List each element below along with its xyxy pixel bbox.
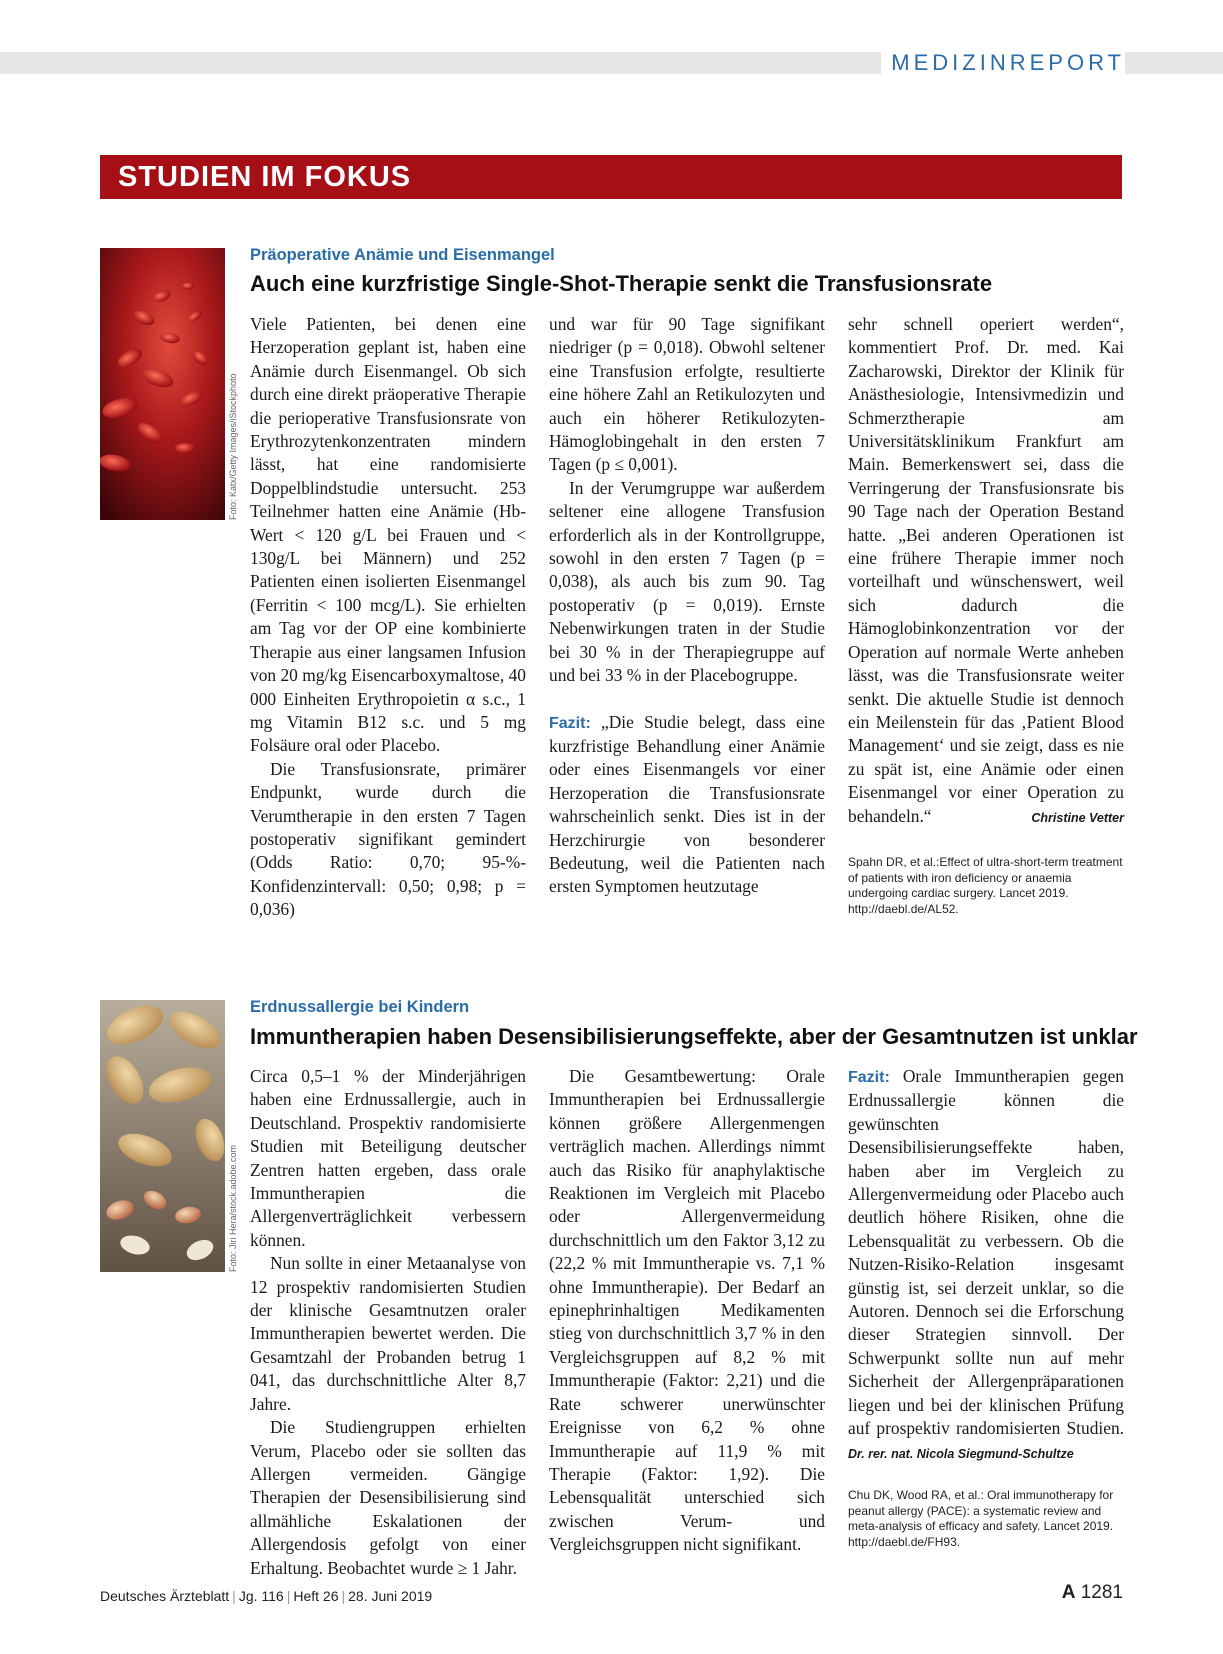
footer-journal-info: Deutsches Ärzteblatt | Jg. 116 | Heft 26 | 28. Juni 2019 [100,1588,433,1604]
paragraph: Nun sollte in einer Metaanalyse von 12 prospektiv randomisierten Studien der klinische Gesamtnutzen oraler Immuntherapien bewertet werden. Die Gesamtzahl der Probanden betrug 1 041, das durchschnittliche Alter 8,7 Jahre. [250,1253,526,1414]
article2-col1 [250,1065,526,1580]
volume: Jg. 116 [238,1588,284,1604]
fazit-text: Orale Immuntherapien gegen Erdnussallergie können die gewünschten Desensibilisierungseffekte haben, haben aber im Vergleich zu Allergenvermeidung oder Placebo auch deutlich höhere Risiken, ohne die Lebensqualität zu verbessern. Ob die Nutzen-Risiko-Relation insgesamt günstig ist, sei derzeit unklar, so die Autoren. Dennoch sei die Erforschung dieser Strategien sinnvoll. Der Schwerpunkt sollte nun auf mehr Sicherheit der Allergenpräparationen liegen und bei der klinischen Prüfung auf prospektiv randomisierten Studien. [848,1066,1124,1439]
article1-headline: Auch eine kurzfristige Single-Shot-Therapie senkt die Transfusionsrate [250,271,993,296]
issue: Heft 26 [293,1588,339,1604]
page-number [1062,1582,1123,1604]
fazit-label: Fazit: [549,714,591,732]
photo-credit-1: Foto: Katx/Getty Images/iStockphoto [228,373,238,520]
article1-col1 [250,313,526,922]
blood-cells-photo [100,248,225,520]
fazit-paragraph [549,711,825,899]
article2-reference: Chu DK, Wood RA, et al.: Oral immunotherapy for peanut allergy (PACE): a systematic review and meta-analysis of efficacy and safety. Lancet 2019. http://daebl.de/FH93. [848,1488,1114,1549]
page-prefix: A [1061,1582,1076,1603]
photo-credit-2: Foto: Jiri Hera/stock.adobe.com [228,1144,238,1272]
paragraph: In der Verumgruppe war außerdem seltener eine allogene Transfusion erforderlich als in der Kontrollgruppe, sowohl in den ersten 7 Tagen (p = 0,038), als auch bis zum 90. Tag postoperativ (p = 0,019). Ernste Nebenwirkungen traten in der Studie bei 30 % in der Therapiegruppe auf und bei 33 % in der Placebogruppe. [549,477,825,686]
article2-col3 [848,1065,1124,1466]
paragraph: Circa 0,5–1 % der Minderjährigen haben eine Erdnussallergie, auch in Deutschland. Prospektiv randomisierte Studien mit Beteiligung deutscher Zentren hatten ergeben, dass orale Immuntherapien die Allergenverträglichkeit verbessern können. [250,1066,526,1250]
article2-headline: Immuntherapien haben Desensibilisierungseffekte, aber der Gesamtnutzen ist unklar [250,1024,1138,1049]
banner-title: STUDIEN IM FOKUS [118,161,412,193]
paragraph: Die Studiengruppen erhielten Verum, Placebo oder sie sollten das Allergen vermeiden. Gängige Therapien der Desensibilisierung sind allmähliche Eskalationen der Allergendosis gefolgt von einer Erhaltung. Beobachtet wurde ≥ 1 Jahr. [250,1417,526,1578]
article1-reference: Spahn DR, et al.:Effect of ultra-short-term treatment of patients with iron deficiency or anaemia undergoing cardiac surgery. Lancet 2019. http://daebl.de/AL52. [848,855,1123,916]
article1-col3 [848,313,1124,830]
date: 28. Juni 2019 [348,1588,433,1604]
paragraph-text: sehr schnell operiert werden“, kommentiert Prof. Dr. med. Kai Zacharowski, Direktor der Klinik für Anästhesiologie, Intensivmedizin und Schmerztherapie am Universitätsklinikum Frankfurt am Main. Bemerkenswert sei, dass die Verringerung der Transfusionsrate bis 90 Tage nach der Operation Bestand hatte. „Bei anderen Operationen ist eine frühere Therapie immer noch vorteilhaft und wünschenswert, weil sich dadurch die Hämoglobinkonzentration vor der Operation auf normale Werte anheben lässt, was die Transfusionsrate weiter senkt. Die aktuelle Studie ist dennoch ein Meilenstein für das ‚Patient Blood Management‘ und sie zeigt, dass es nie zu spät ist, eine Anämie oder einen Eisenmangel vor einer Operation zu behandeln.“ [848,314,1124,826]
section-label: MEDIZINREPORT [881,49,1125,77]
author: Christine Vetter [1031,810,1124,825]
article2-col2 [549,1065,825,1557]
paragraph: Viele Patienten, bei denen eine Herzoperation geplant ist, haben eine Anämie durch Eisenmangel. Ob sich durch eine direkt präoperative Therapie die perioperative Transfusionsrate von Erythrozytenkonzentraten mindern lässt, hat eine randomisierte Doppelblindstudie untersucht. 253 Teilnehmer hatten eine Anämie (Hb-Wert < 120 g/L bei Frauen und < 130g/L bei Männern) und 252 Patienten einen isolierten Eisenmangel (Ferritin < 100 mcg/L). Sie erhielten am Tag vor der OP eine kombinierte Therapie aus einer langsamen Infusion von 20 mg/kg Eisencarboxymaltose, 40 000 Einheiten Erythropoietin α s.c., 1 mg Vitamin B12 s.c. und 5 mg Folsäure oral oder Placebo. [250,314,526,756]
fazit-paragraph [848,1065,1124,1466]
paragraph: Die Gesamtbewertung: Orale Immuntherapien bei Erdnussallergie können größere Allergenmengen verträglich machen. Allerdings nimmt auch das Risiko für anaphylaktische Reaktionen im Vergleich mit Placebo oder Allergenvermeidung durchschnittlich um den Faktor 3,12 zu (22,2 % mit Immuntherapie vs. 7,1 % ohne Immuntherapie). Der Bedarf an epinephrinhaltigen Medikamenten stieg von durchschnittlich 3,7 % in den Vergleichsgruppen auf 8,2 % mit Immuntherapie (Faktor: 2,21) und die Rate schwerer unerwünschter Ereignisse von 6,2 % ohne Immuntherapie auf 11,9 % mit Therapie (Faktor: 1,92). Die Lebensqualität unterschied sich zwischen Verum- und Vergleichsgruppen nicht signifikant. [549,1066,825,1555]
section-banner [100,155,1122,199]
journal-name: Deutsches Ärzteblatt [100,1588,230,1604]
page-number-value: 1281 [1080,1582,1123,1603]
fazit-label: Fazit: [848,1069,890,1086]
paragraph: Die Transfusionsrate, primärer Endpunkt, wurde durch die Verumtherapie in den ersten 7 Tagen postoperativ signifikant gemindert (Odds Ratio: 0,70; 95-%-Konfidenzintervall: 0,50; 0,98; p = 0,036) [250,758,526,920]
article1-col2 [549,313,825,899]
peanuts-photo [100,1000,225,1272]
fazit-text: „Die Studie belegt, dass eine kurzfristige Behandlung einer Anämie oder eines Eisenmangels vor einer Herzoperation die Transfusionsrate wahrscheinlich senkt. Dies ist in der Herzchirurgie von besonderer Bedeutung, weil die Patienten nach ersten Symptomen heutzutage [549,711,825,897]
article1-kicker: Präoperative Anämie und Eisenmangel [250,246,555,264]
author: Dr. rer. nat. Nicola Siegmund-Schultze [848,1446,1074,1461]
paragraph [848,313,1124,828]
paragraph: und war für 90 Tage signifikant niedriger (p = 0,018). Obwohl seltener eine Transfusion erfolgte, resultierte eine höhere Zahl an Retikulozyten und auch ein höherer Retikulozyten-Hämoglobingehalt in den ersten 7 Tagen (p ≤ 0,001). [549,314,825,475]
article2-kicker: Erdnussallergie bei Kindern [250,998,470,1016]
